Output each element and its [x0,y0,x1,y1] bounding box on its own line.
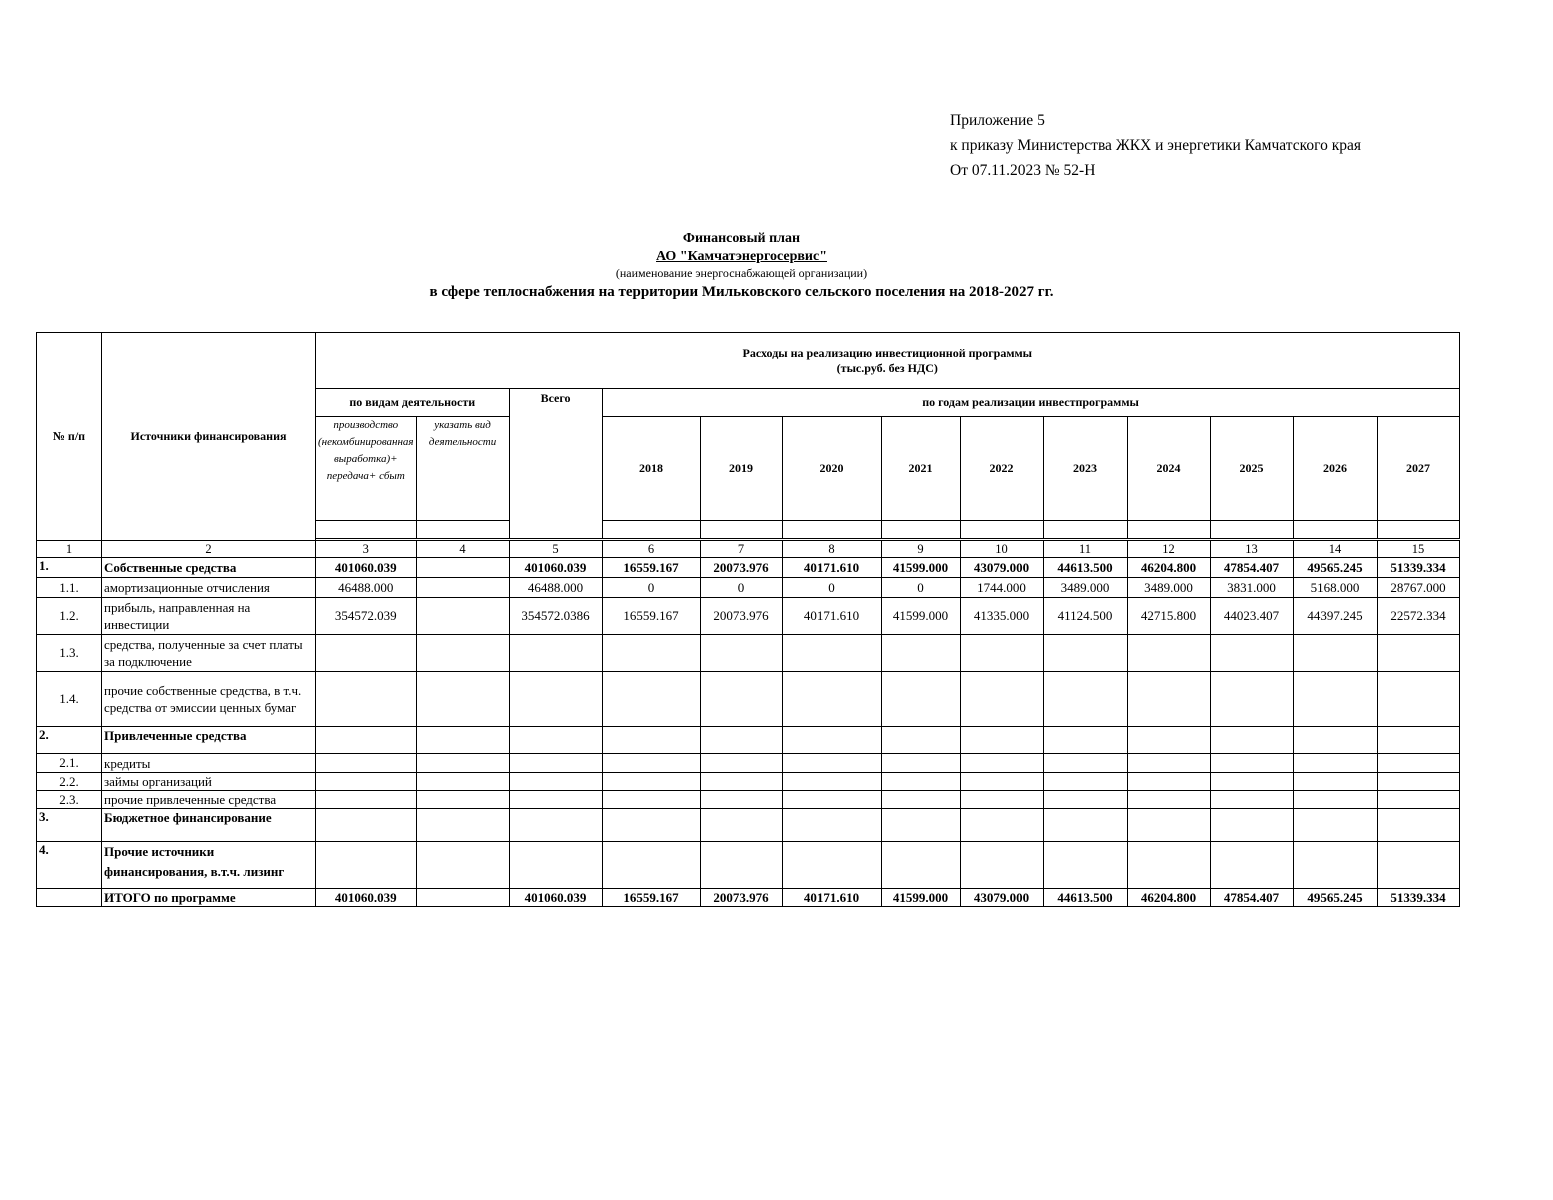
row-year-value [1210,635,1293,672]
row-year-value [1043,672,1127,727]
row-year-value [700,842,782,889]
header-year: 2025 [1210,417,1293,521]
header-spacer [602,521,700,539]
row-number: 1.2. [37,598,102,635]
row-source-name: кредиты [102,754,316,773]
header-by-activity: по видам деятельности [316,389,510,417]
row-total-value [509,809,602,842]
row-year-value [1293,635,1377,672]
row-year-value [960,672,1043,727]
row-total-value: 46488.000 [509,578,602,598]
row-year-value: 16559.167 [602,558,700,578]
row-year-value [782,842,881,889]
row-year-value [1127,773,1210,791]
row-year-value [881,754,960,773]
row-year-value [1127,754,1210,773]
row-activity-other-value [416,672,509,727]
organization-name: АО "Камчатэнергосервис" [656,249,827,264]
row-activity-other-value [416,578,509,598]
row-year-value [1043,809,1127,842]
header-activity-1: производство (некомбинированная выработка)+ передача+ сбыт [316,417,417,521]
header-spacer [416,521,509,539]
row-number: 1.1. [37,578,102,598]
row-year-value [1377,791,1459,809]
row-year-value: 49565.245 [1293,558,1377,578]
row-year-value [1293,754,1377,773]
row-year-value [881,809,960,842]
row-year-value [1127,727,1210,754]
row-number: 2.2. [37,773,102,791]
column-number: 14 [1293,541,1377,558]
row-activity-value [316,754,417,773]
header-year: 2020 [782,417,881,521]
table-row [37,773,1460,791]
row-activity-other-value [416,598,509,635]
row-activity-other-value [416,754,509,773]
row-year-value: 20073.976 [700,889,782,907]
row-year-value [960,791,1043,809]
row-year-value [700,809,782,842]
column-number: 3 [316,541,417,558]
row-source-name: Собственные средства [102,558,316,578]
row-year-value [700,727,782,754]
row-year-value: 42715.800 [1127,598,1210,635]
row-year-value: 46204.800 [1127,558,1210,578]
row-activity-other-value [416,558,509,578]
row-year-value [782,809,881,842]
row-number: 3. [37,809,102,842]
row-year-value [960,842,1043,889]
row-source-name: амортизационные отчисления [102,578,316,598]
header-spacer [960,521,1043,539]
row-activity-value [316,773,417,791]
row-year-value [881,727,960,754]
row-year-value [1293,773,1377,791]
plan-scope: в сфере теплоснабжения на территории Мильковского сельского поселения на 2018-2027 гг. [429,284,1054,300]
row-source-name: прочие привлеченные средства [102,791,316,809]
row-source-name: Прочие источники финансирования, в.т.ч. лизинг [102,842,316,889]
row-year-value [1377,727,1459,754]
row-year-value [782,773,881,791]
column-number: 9 [881,541,960,558]
row-year-value [960,727,1043,754]
row-total-value [509,635,602,672]
row-year-value [1377,842,1459,889]
row-year-value [602,635,700,672]
row-total-value [509,727,602,754]
row-source-name: займы организаций [102,773,316,791]
row-year-value: 41599.000 [881,598,960,635]
header-expenses [316,333,1460,389]
row-activity-other-value [416,773,509,791]
header-spacer [782,521,881,539]
row-activity-value [316,727,417,754]
row-year-value [960,809,1043,842]
appendix-line-2: к приказу Министерства ЖКХ и энергетики Камчатского края [950,137,1361,154]
row-total-value: 354572.0386 [509,598,602,635]
row-year-value [1293,672,1377,727]
row-year-value: 43079.000 [960,558,1043,578]
row-year-value [1127,809,1210,842]
row-year-value [1293,791,1377,809]
row-year-value [960,635,1043,672]
row-year-value [881,672,960,727]
row-year-value [700,773,782,791]
header-num: № п/п [37,333,102,541]
row-year-value [700,754,782,773]
row-source-name: средства, полученные за счет платы за подключение [102,635,316,672]
row-year-value: 41599.000 [881,889,960,907]
document-title [0,230,1483,303]
row-year-value [1043,727,1127,754]
row-number: 1.3. [37,635,102,672]
header-year: 2026 [1293,417,1377,521]
row-activity-value: 46488.000 [316,578,417,598]
row-source-name: Привлеченные средства [102,727,316,754]
row-year-value [602,842,700,889]
header-year: 2021 [881,417,960,521]
row-year-value: 41335.000 [960,598,1043,635]
row-year-value [782,635,881,672]
row-year-value: 28767.000 [1377,578,1459,598]
row-total-value [509,773,602,791]
row-year-value [1293,727,1377,754]
header-expenses-units: (тыс.руб. без НДС) [836,360,938,375]
row-activity-other-value [416,889,509,907]
column-number: 6 [602,541,700,558]
row-year-value [782,754,881,773]
row-year-value: 40171.610 [782,558,881,578]
row-year-value [1210,754,1293,773]
row-year-value [881,635,960,672]
row-activity-other-value [416,842,509,889]
row-year-value: 44613.500 [1043,558,1127,578]
header-spacer [1377,521,1459,539]
row-year-value: 5168.000 [1293,578,1377,598]
column-number: 1 [37,541,102,558]
header-total: Всего [509,389,602,539]
row-year-value [1043,635,1127,672]
header-spacer [1043,521,1127,539]
table-body [37,333,1460,907]
table-row [37,791,1460,809]
header-spacer [1127,521,1210,539]
header-spacer [881,521,960,539]
row-activity-value: 401060.039 [316,558,417,578]
column-number: 8 [782,541,881,558]
row-source-name: Бюджетное финансирование [102,809,316,842]
row-year-value [602,809,700,842]
row-total-value: 401060.039 [509,558,602,578]
row-year-value [602,672,700,727]
row-year-value [700,635,782,672]
row-source-name: прибыль, направленная на инвестиции [102,598,316,635]
column-number: 10 [960,541,1043,558]
row-year-value [1043,773,1127,791]
row-number: 1.4. [37,672,102,727]
row-year-value [1127,791,1210,809]
header-spacer [1293,521,1377,539]
column-number: 2 [102,541,316,558]
row-year-value: 3489.000 [1043,578,1127,598]
row-total-value: 401060.039 [509,889,602,907]
row-total-value [509,842,602,889]
row-year-value [881,842,960,889]
table-row [37,889,1460,907]
row-year-value: 16559.167 [602,598,700,635]
row-year-value [960,773,1043,791]
row-year-value [1043,754,1127,773]
table-row [37,578,1460,598]
row-number: 2.1. [37,754,102,773]
row-year-value: 51339.334 [1377,889,1459,907]
row-year-value [1127,842,1210,889]
row-number: 2. [37,727,102,754]
row-number [37,889,102,907]
row-activity-value [316,809,417,842]
row-year-value [1210,842,1293,889]
header-activity-2: указать вид деятельности [416,417,509,521]
row-year-value [1377,773,1459,791]
column-number: 11 [1043,541,1127,558]
row-year-value: 20073.976 [700,598,782,635]
row-year-value [1210,672,1293,727]
row-year-value: 44613.500 [1043,889,1127,907]
row-year-value [602,754,700,773]
row-activity-value [316,842,417,889]
appendix-line-3: От 07.11.2023 № 52-Н [950,162,1096,179]
row-total-value [509,672,602,727]
header-spacer [1210,521,1293,539]
header-expenses-title: Расходы на реализацию инвестиционной программы [742,345,1033,360]
header-spacer [700,521,782,539]
row-year-value: 51339.334 [1377,558,1459,578]
row-year-value: 40171.610 [782,889,881,907]
row-year-value [782,791,881,809]
row-year-value [1377,809,1459,842]
row-year-value: 3489.000 [1127,578,1210,598]
row-year-value [1210,773,1293,791]
row-activity-value: 354572.039 [316,598,417,635]
row-year-value: 20073.976 [700,558,782,578]
header-year: 2023 [1043,417,1127,521]
row-year-value [1210,791,1293,809]
row-year-value [1210,727,1293,754]
row-activity-value: 401060.039 [316,889,417,907]
row-year-value: 40171.610 [782,598,881,635]
row-year-value: 0 [602,578,700,598]
row-year-value [881,791,960,809]
table-row [37,558,1460,578]
column-number-row [37,541,1460,558]
row-activity-value [316,672,417,727]
appendix-note [950,108,1361,183]
row-year-value [881,773,960,791]
column-number: 15 [1377,541,1459,558]
column-number: 7 [700,541,782,558]
header-year: 2022 [960,417,1043,521]
row-year-value: 3831.000 [1210,578,1293,598]
row-year-value: 16559.167 [602,889,700,907]
header-spacer [316,521,417,539]
table-row [37,727,1460,754]
row-year-value [960,754,1043,773]
row-year-value: 44397.245 [1293,598,1377,635]
row-year-value [1127,635,1210,672]
row-year-value [602,791,700,809]
row-activity-value [316,791,417,809]
table-row [37,809,1460,842]
column-number: 13 [1210,541,1293,558]
row-year-value: 41599.000 [881,558,960,578]
row-year-value [782,672,881,727]
row-total-value [509,791,602,809]
header-source: Источники финансирования [102,333,316,541]
row-year-value [700,791,782,809]
row-year-value: 41124.500 [1043,598,1127,635]
row-source-name: ИТОГО по программе [102,889,316,907]
row-activity-other-value [416,809,509,842]
row-year-value [1043,791,1127,809]
row-number: 1. [37,558,102,578]
row-year-value: 47854.407 [1210,889,1293,907]
row-year-value [1210,809,1293,842]
row-year-value: 46204.800 [1127,889,1210,907]
row-activity-value [316,635,417,672]
column-number: 12 [1127,541,1210,558]
organization-caption: (наименование энергоснабжающей организации) [615,266,868,280]
row-activity-other-value [416,635,509,672]
header-year: 2019 [700,417,782,521]
row-total-value [509,754,602,773]
table-row [37,635,1460,672]
table-row [37,842,1460,889]
row-year-value [700,672,782,727]
row-year-value [1043,842,1127,889]
row-year-value [1377,635,1459,672]
row-number: 2.3. [37,791,102,809]
row-year-value: 0 [881,578,960,598]
row-year-value: 47854.407 [1210,558,1293,578]
table-row [37,672,1460,727]
row-year-value: 1744.000 [960,578,1043,598]
row-year-value [1127,672,1210,727]
row-year-value: 43079.000 [960,889,1043,907]
row-year-value [1377,754,1459,773]
row-year-value [782,727,881,754]
row-source-name: прочие собственные средства, в т.ч. средства от эмиссии ценных бумаг [102,672,316,727]
column-number: 5 [509,541,602,558]
row-year-value: 49565.245 [1293,889,1377,907]
row-number: 4. [37,842,102,889]
table-row [37,754,1460,773]
row-year-value [1293,842,1377,889]
row-year-value: 44023.407 [1210,598,1293,635]
row-year-value [602,727,700,754]
appendix-line-1: Приложение 5 [950,112,1045,129]
row-year-value [1293,809,1377,842]
plan-heading: Финансовый план [682,231,801,246]
row-activity-other-value [416,727,509,754]
row-year-value: 22572.334 [1377,598,1459,635]
header-year: 2018 [602,417,700,521]
row-activity-other-value [416,791,509,809]
row-year-value: 0 [700,578,782,598]
row-year-value [1377,672,1459,727]
column-number: 4 [416,541,509,558]
header-by-year: по годам реализации инвестпрограммы [602,389,1459,417]
financial-plan-table [36,332,1460,907]
header-year: 2024 [1127,417,1210,521]
row-year-value: 0 [782,578,881,598]
header-year: 2027 [1377,417,1459,521]
table-row [37,598,1460,635]
row-year-value [602,773,700,791]
